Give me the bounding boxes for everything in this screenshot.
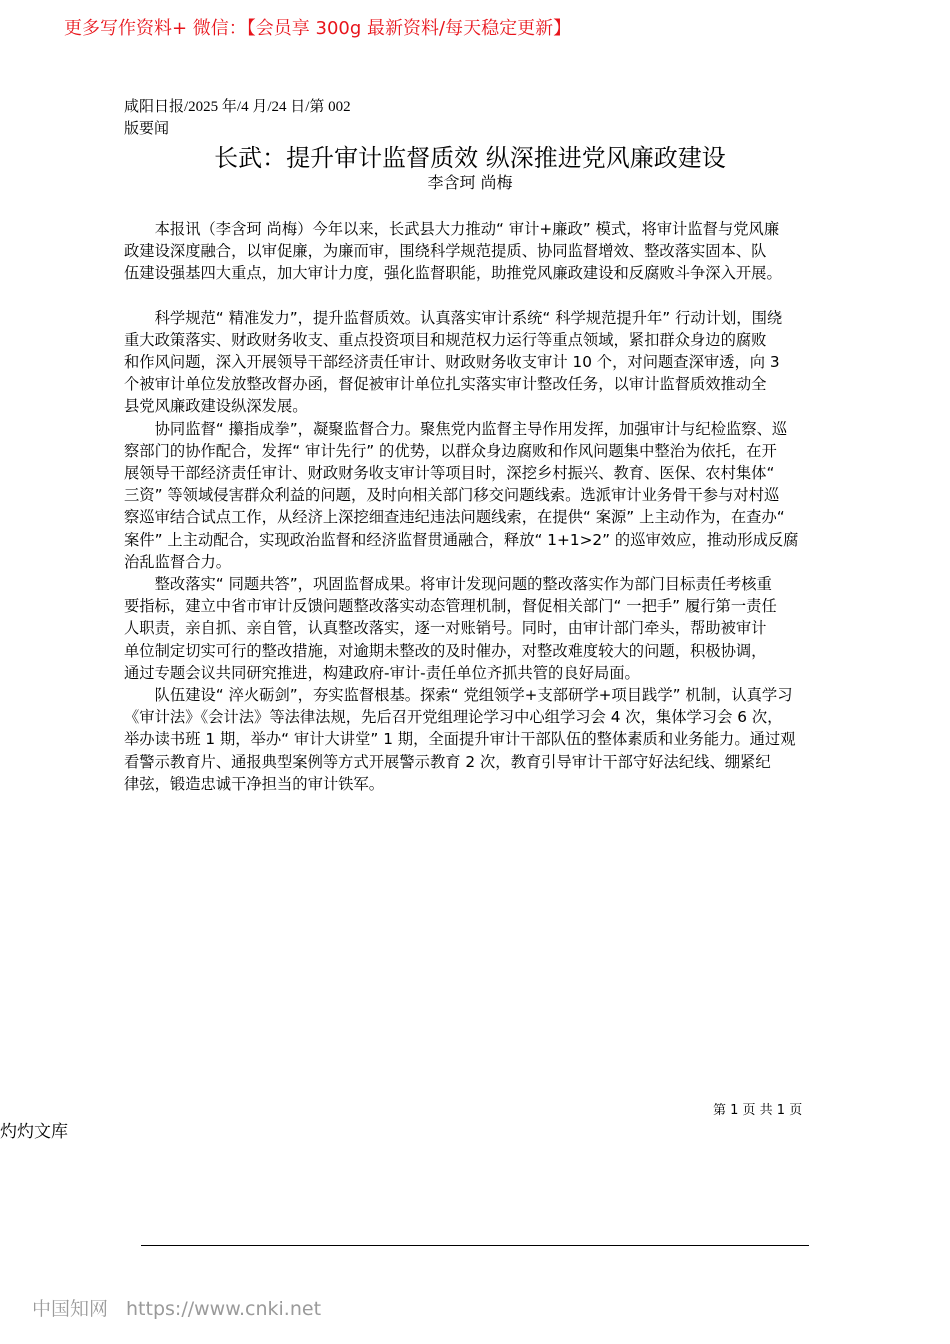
- text-line: 通过专题会议共同研究推进，构建政府-审计-责任单位齐抓共管的良好局面。: [124, 663, 640, 682]
- cnki-url[interactable]: https://www.cnki.net: [126, 1298, 322, 1320]
- text-line: 展领导干部经济责任审计、财政财务收支审计等项目时，深挖乡村振兴、教育、医保、农村集体“: [124, 464, 775, 483]
- text-line: 县党风廉政建设纵深发展。: [124, 397, 308, 416]
- text-line: 伍建设强基四大重点，加大审计力度，强化监督职能，助推党风廉政建设和反腐败斗争深入开展。: [124, 264, 782, 283]
- cnki-brand: 中国知网: [32, 1298, 109, 1320]
- text-line: 治乱监督合力。: [124, 552, 232, 571]
- text-line: 单位制定切实可行的整改措施，对逾期未整改的及时催办，对整改难度较大的问题，积极协调，: [124, 641, 767, 660]
- text-line: 《审计法》《会计法》等法律法规，先后召开党组理论学习中心组学习会 4 次，集体学习会 6 次，: [124, 708, 783, 727]
- section-label: 版要闻: [124, 121, 170, 137]
- paragraph: [124, 418, 844, 573]
- library-label: 灼灼文库: [0, 1122, 68, 1142]
- text-line: 队伍建设“ 淬火砺剑”，夯实监督根基。探索“ 党组领学+支部研学+项目践学” 机制，认真学习: [124, 686, 793, 705]
- paragraph: [124, 684, 844, 795]
- article-author: 李含珂 尚梅: [427, 173, 513, 192]
- text-line: 察巡审结合试点工作，从经济上深挖细查违纪违法问题线索，在提供“ 案源” 上主动作为，在查办“: [124, 508, 785, 527]
- text-line: 律弦，锻造忠诚干净担当的审计铁军。: [124, 774, 385, 793]
- text-line: 察部门的协作配合，发挥“ 审计先行” 的优势，以群众身边腐败和作风问题集中整治为依托，在开: [124, 441, 777, 460]
- text-line: 协同监督“ 攥指成拳”，凝聚监督合力。聚焦党内监督主导作用发挥，加强审计与纪检监察、巡: [124, 419, 788, 438]
- paragraph: [124, 307, 844, 418]
- text-line: 三资” 等领域侵害群众利益的问题，及时向相关部门移交问题线索。选派审计业务骨干参与对村巡: [124, 486, 780, 505]
- paragraph: [124, 573, 844, 684]
- source-info: 咸阳日报/2025 年/4 月/24 日/第 002: [124, 99, 351, 115]
- text-line: 整改落实“ 同题共答”，巩固监督成果。将审计发现问题的整改落实作为部门目标责任考核重: [124, 575, 772, 594]
- footer-divider: [141, 1245, 809, 1246]
- text-line: 看警示教育片、通报典型案例等方式开展警示教育 2 次，教育引导审计干部守好法纪线、绷紧纪: [124, 752, 771, 771]
- text-line: 人职责，亲自抓、亲自管，认真整改落实，逐一对账销号。同时，由审计部门牵头，帮助被审计: [124, 619, 767, 638]
- text-line: 案件” 上主动配合，实现政治监督和经济监督贯通融合，释放“ 1+1>2” 的巡审效应，推动形成反腐: [124, 530, 799, 549]
- article-title: 长武：提升审计监督质效 纵深推进党风廉政建设: [214, 144, 726, 172]
- text-line: 政建设深度融合，以审促廉，为廉而审，围绕科学规范提质、协同监督增效、整改落实固本、队: [124, 242, 767, 261]
- paragraph-gap: [124, 285, 844, 307]
- text-line: 和作风问题，深入开展领导干部经济责任审计、财政财务收支审计 10 个，对问题查深审透，向 3: [124, 353, 780, 372]
- page-number: 第 1 页 共 1 页: [713, 1103, 803, 1118]
- text-line: 本报讯（李含珂 尚梅）今年以来，长武县大力推动“ 审计+廉政” 模式，将审计监督与党风廉: [124, 220, 780, 238]
- promo-banner[interactable]: 更多写作资料+ 微信：【会员享 300g 最新资料/每天稳定更新】: [64, 18, 572, 39]
- paragraph: [124, 218, 844, 285]
- text-line: 个被审计单位发放整改督办函，督促被审计单位扎实落实审计整改任务，以审计监督质效推动全: [124, 375, 767, 394]
- cnki-footer: [32, 1294, 339, 1321]
- article-body: [124, 218, 844, 795]
- text-line: 举办读书班 1 期，举办“ 审计大讲堂” 1 期，全面提升审计干部队伍的整体素质和业务能力。通过观: [124, 730, 796, 749]
- text-line: 要指标，建立中省市审计反馈问题整改落实动态管理机制，督促相关部门“ 一把手” 履行第一责任: [124, 597, 777, 616]
- text-line: 科学规范“ 精准发力”，提升监督质效。认真落实审计系统“ 科学规范提升年” 行动计划，围绕: [124, 308, 783, 327]
- text-line: 重大政策落实、财政财务收支、重点投资项目和规范权力运行等重点领域，紧扣群众身边的腐败: [124, 330, 767, 349]
